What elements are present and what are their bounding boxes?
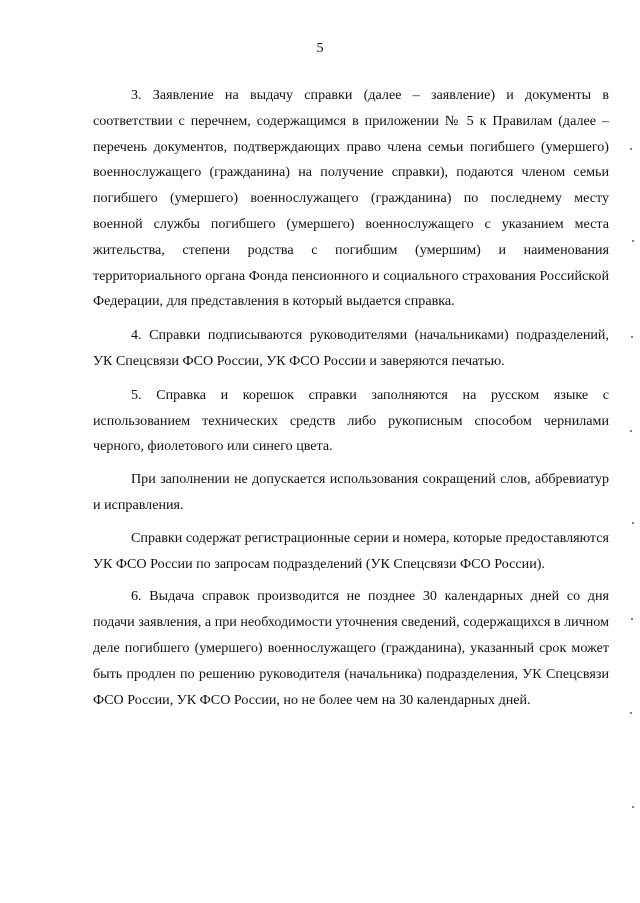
paragraph-3-application: 3. Заявление на выдачу справки (далее – заявление) и документы в соответствии с перечнем, содержащимся в приложении № 5 к Правилам (далее – перечень документов, подтверждающих право члена семьи погибшего (умершего) военнослужащего (гражданина) на получение справки), подаются членом семьи погибшего (умершего) военнослужащего (гражданина) по последнему месту военной службы погибшего (умершего) военнослужащего с указанием места жительства, степени родства с погибшим (умершим) и наименования территориального органа Фонда пенсионного и социального страхования Российской Федерации, для представления в который выдается справка.	[93, 87, 609, 310]
paragraph-4-signing: 4. Справки подписываются руководителями (начальниками) подразделений, УК Спецсвязи ФСО России, УК ФСО России и заверяются печатью.	[93, 327, 609, 369]
scan-speck	[630, 148, 632, 150]
scan-speck	[632, 522, 634, 524]
paragraph-5-filling: 5. Справка и корешок справки заполняются на русском языке с использованием технических средств либо рукописным способом чернилами черного, фиолетового или синего цвета.	[93, 386, 609, 455]
page-number: 5	[316, 41, 324, 56]
scan-speck	[632, 240, 634, 242]
scan-speck	[630, 430, 632, 432]
paragraph-registration-series: Справки содержат регистрационные серии и номера, которые предоставляются УК ФСО России по запросам подразделений (УК Спецсвязи ФСО России).	[93, 529, 609, 572]
scan-speck	[632, 806, 634, 808]
paragraph-6-issuance-deadline: 6. Выдача справок производится не позднее 30 календарных дней со дня подачи заявления, а при необходимости уточнения сведений, содержащихся в личном деле погибшего (умершего) военнослужащего (гражданина), указанный срок может быть продлен по решению руководителя (начальника) подразделения, УК Спецсвязи ФСО России, УК ФСО России, но не более чем на 30 календарных дней.	[93, 588, 609, 708]
scan-speck	[631, 618, 633, 620]
scan-speck	[630, 712, 632, 714]
scan-speck	[631, 336, 633, 338]
paragraph-no-abbreviations: При заполнении не допускается использования сокращений слов, аббревиатур и исправления.	[93, 471, 609, 513]
document-body	[93, 83, 609, 713]
